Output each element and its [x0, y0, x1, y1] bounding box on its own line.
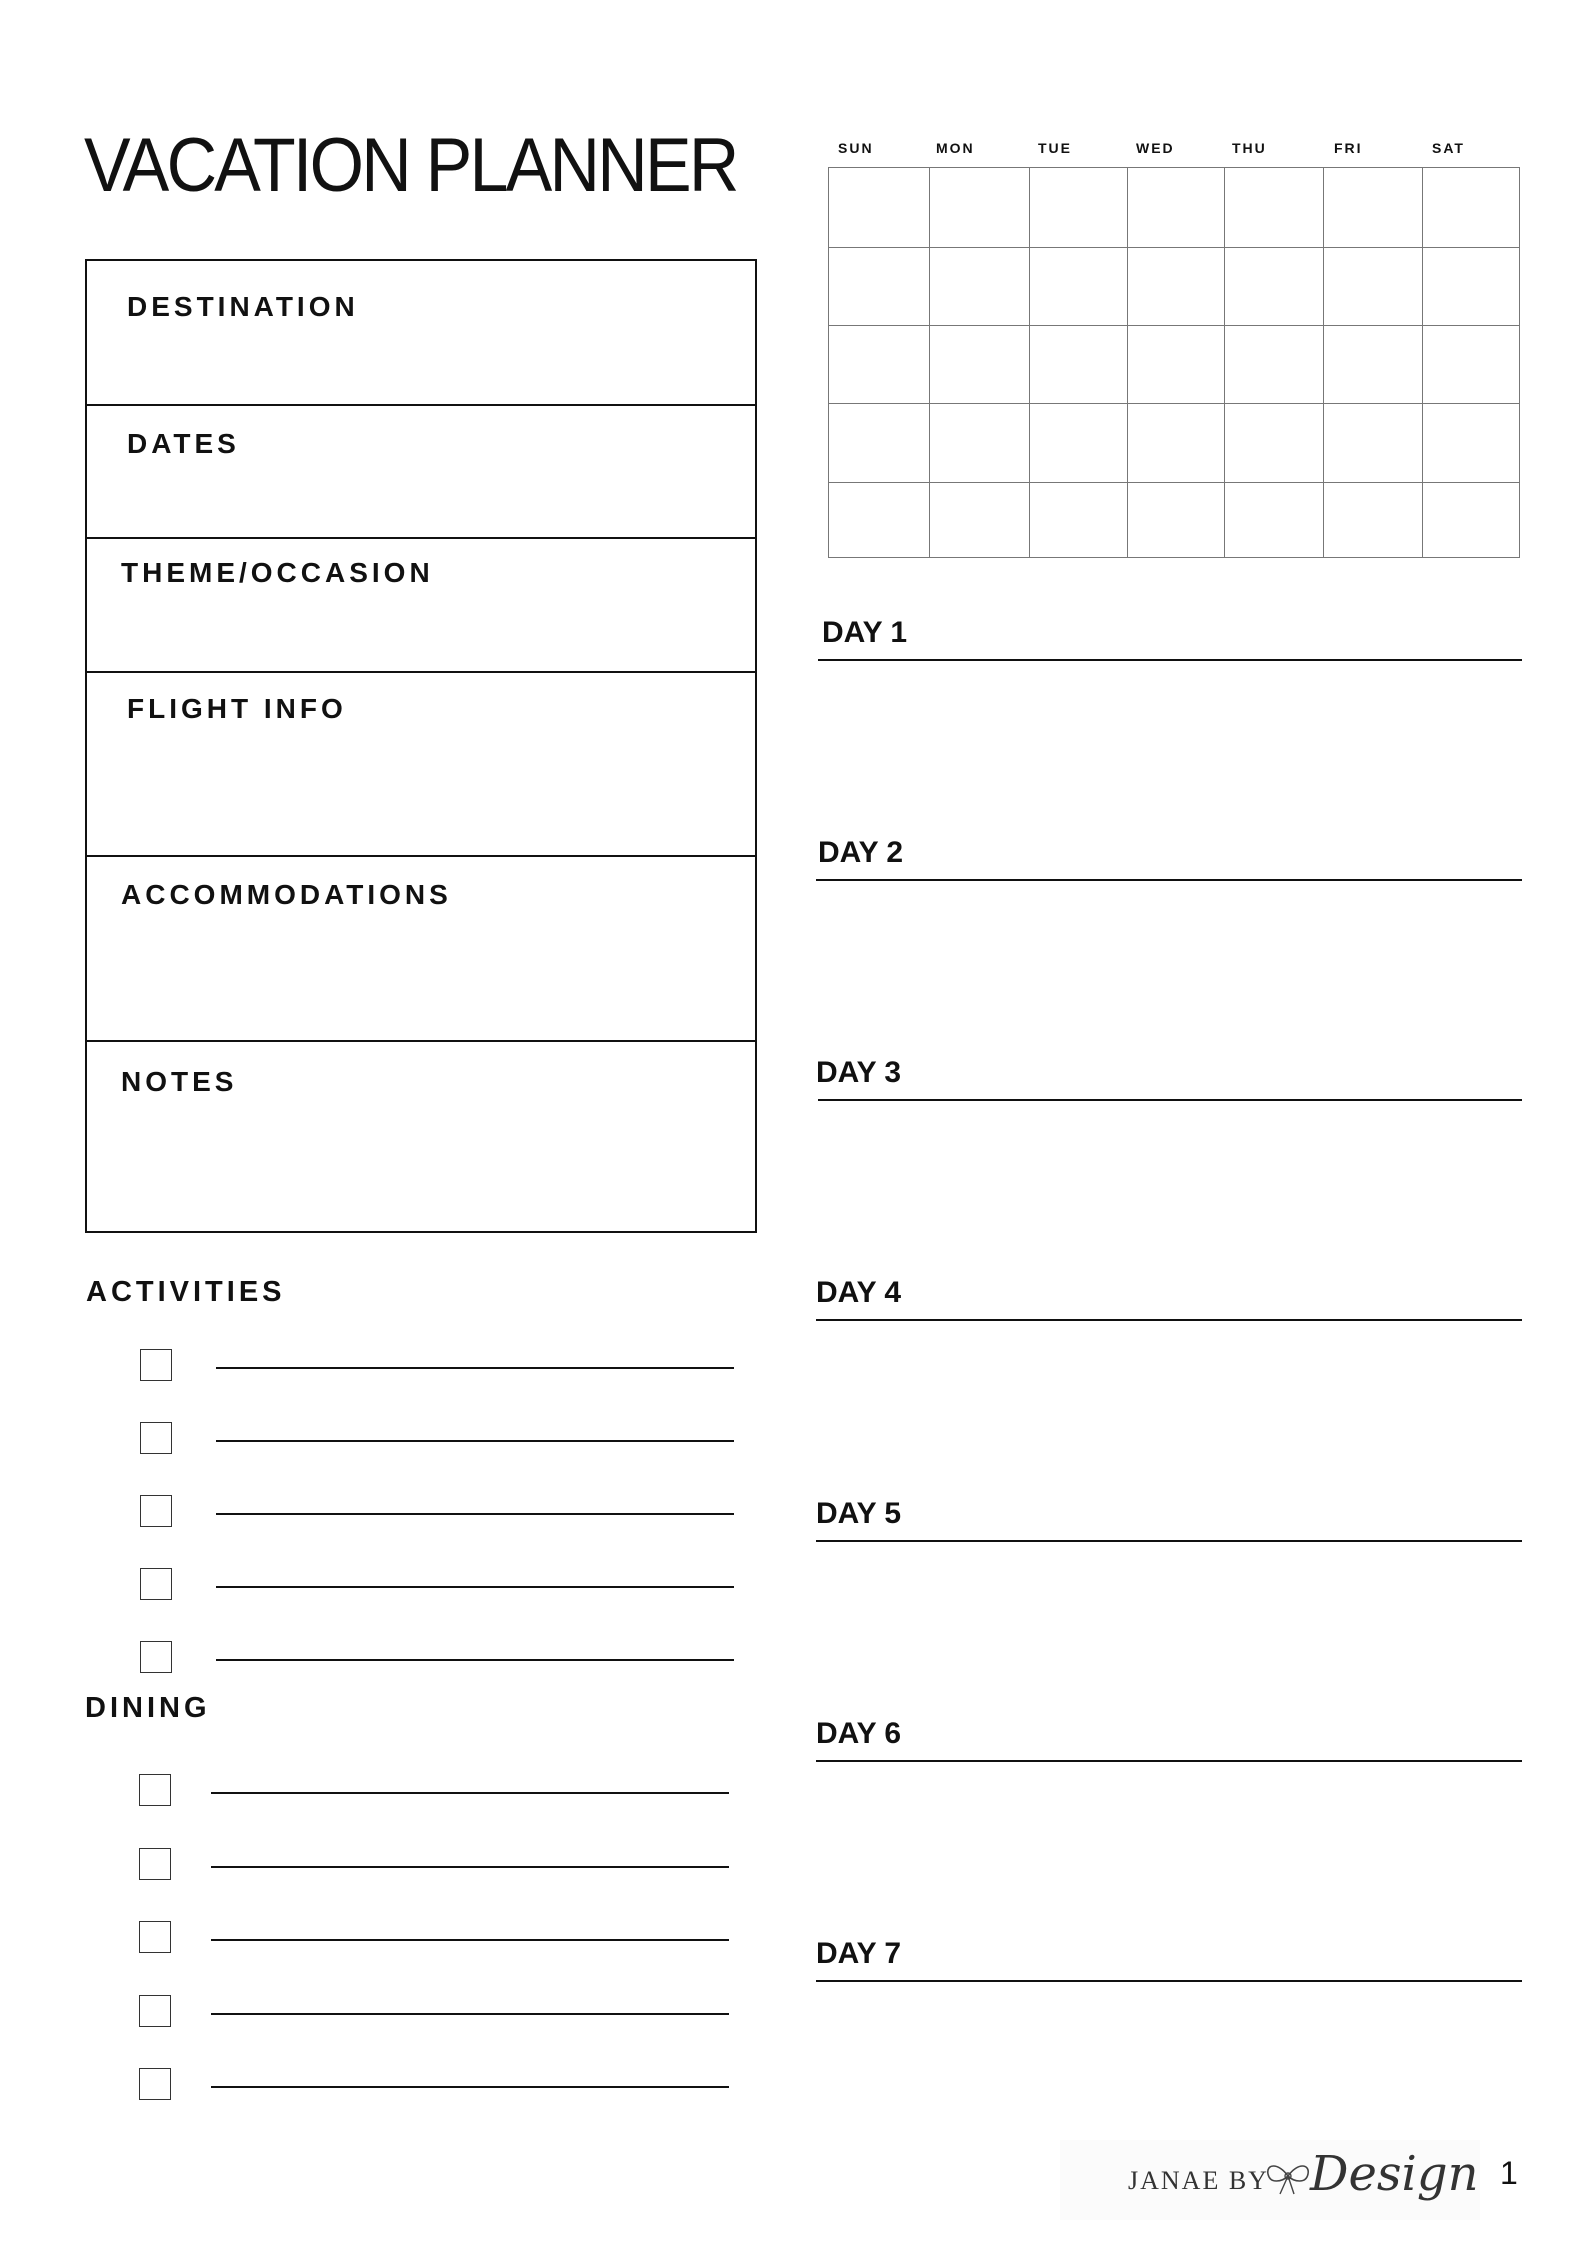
dining-write-line[interactable]: [211, 2013, 729, 2015]
calendar-day-mon: MON: [936, 140, 975, 156]
activity-write-line[interactable]: [216, 1367, 734, 1369]
dining-checkbox[interactable]: [139, 1774, 171, 1806]
destination-label: DESTINATION: [127, 291, 359, 322]
dining-item: [139, 1995, 729, 2031]
dates-label: DATES: [127, 428, 240, 459]
day-3-label: DAY 3: [816, 1056, 902, 1089]
calendar-day-sat: SAT: [1432, 140, 1465, 156]
activity-item: [140, 1568, 734, 1604]
flight-info-label: FLIGHT INFO: [127, 693, 347, 724]
destination-field[interactable]: [87, 261, 755, 406]
dining-title: DINING: [85, 1692, 211, 1724]
activity-item: [140, 1641, 734, 1677]
activity-item: [140, 1422, 734, 1458]
calendar-col-divider: [929, 168, 930, 557]
day-2-label: DAY 2: [818, 836, 904, 869]
calendar-day-tue: TUE: [1038, 140, 1072, 156]
dining-item: [139, 1921, 729, 1957]
day-4-line: [816, 1319, 1522, 1321]
dining-checkbox[interactable]: [139, 1848, 171, 1880]
bow-icon: [1260, 2154, 1316, 2198]
theme-occasion-label: THEME/OCCASION: [121, 557, 434, 588]
page-number: 1: [1500, 2155, 1518, 2191]
calendar-row-divider: [829, 247, 1519, 248]
brand-script: Design: [1310, 2146, 1479, 2202]
dining-write-line[interactable]: [211, 2086, 729, 2088]
activity-item: [140, 1349, 734, 1385]
brand-prefix: JANAE BY: [1128, 2166, 1269, 2195]
flight-info-field[interactable]: [87, 673, 755, 857]
dining-item: [139, 1848, 729, 1884]
day-1-line: [818, 659, 1522, 661]
calendar-day-thu: THU: [1232, 140, 1267, 156]
day-3-line: [818, 1099, 1522, 1101]
calendar-grid[interactable]: [828, 167, 1520, 558]
dates-field[interactable]: [87, 406, 755, 539]
activity-write-line[interactable]: [216, 1513, 734, 1515]
activity-write-line[interactable]: [216, 1440, 734, 1442]
activity-write-line[interactable]: [216, 1586, 734, 1588]
calendar-col-divider: [1127, 168, 1128, 557]
dining-checkbox[interactable]: [139, 2068, 171, 2100]
dining-item: [139, 1774, 729, 1810]
activity-checkbox[interactable]: [140, 1641, 172, 1673]
dining-write-line[interactable]: [211, 1939, 729, 1941]
dining-write-line[interactable]: [211, 1866, 729, 1868]
calendar-col-divider: [1224, 168, 1225, 557]
calendar-row-divider: [829, 325, 1519, 326]
accommodations-label: ACCOMMODATIONS: [121, 879, 452, 910]
calendar-row-divider: [829, 403, 1519, 404]
page-title: VACATION PLANNER: [84, 123, 737, 208]
activity-checkbox[interactable]: [140, 1349, 172, 1381]
calendar-day-fri: FRI: [1334, 140, 1363, 156]
activity-checkbox[interactable]: [140, 1495, 172, 1527]
day-6-line: [816, 1760, 1522, 1762]
calendar-day-sun: SUN: [838, 140, 874, 156]
notes-field[interactable]: [87, 1042, 755, 1235]
day-7-label: DAY 7: [816, 1937, 902, 1970]
dining-write-line[interactable]: [211, 1792, 729, 1794]
accommodations-field[interactable]: [87, 857, 755, 1042]
dining-checkbox[interactable]: [139, 1995, 171, 2027]
day-5-line: [816, 1540, 1522, 1542]
calendar-col-divider: [1029, 168, 1030, 557]
activity-write-line[interactable]: [216, 1659, 734, 1661]
trip-info-table: [85, 259, 757, 1233]
day-4-label: DAY 4: [816, 1276, 902, 1309]
day-7-line: [816, 1980, 1522, 1982]
activity-checkbox[interactable]: [140, 1422, 172, 1454]
notes-label: NOTES: [121, 1066, 238, 1097]
day-1-label: DAY 1: [822, 616, 908, 649]
activity-checkbox[interactable]: [140, 1568, 172, 1600]
calendar-row-divider: [829, 482, 1519, 483]
activities-title: ACTIVITIES: [86, 1276, 286, 1308]
day-5-label: DAY 5: [816, 1497, 902, 1530]
brand-logo: [1060, 2140, 1480, 2220]
calendar-day-wed: WED: [1136, 140, 1175, 156]
theme-occasion-field[interactable]: [87, 539, 755, 673]
day-6-label: DAY 6: [816, 1717, 902, 1750]
dining-item: [139, 2068, 729, 2104]
day-2-line: [816, 879, 1522, 881]
dining-checkbox[interactable]: [139, 1921, 171, 1953]
calendar-col-divider: [1422, 168, 1423, 557]
calendar-col-divider: [1323, 168, 1324, 557]
activity-item: [140, 1495, 734, 1531]
